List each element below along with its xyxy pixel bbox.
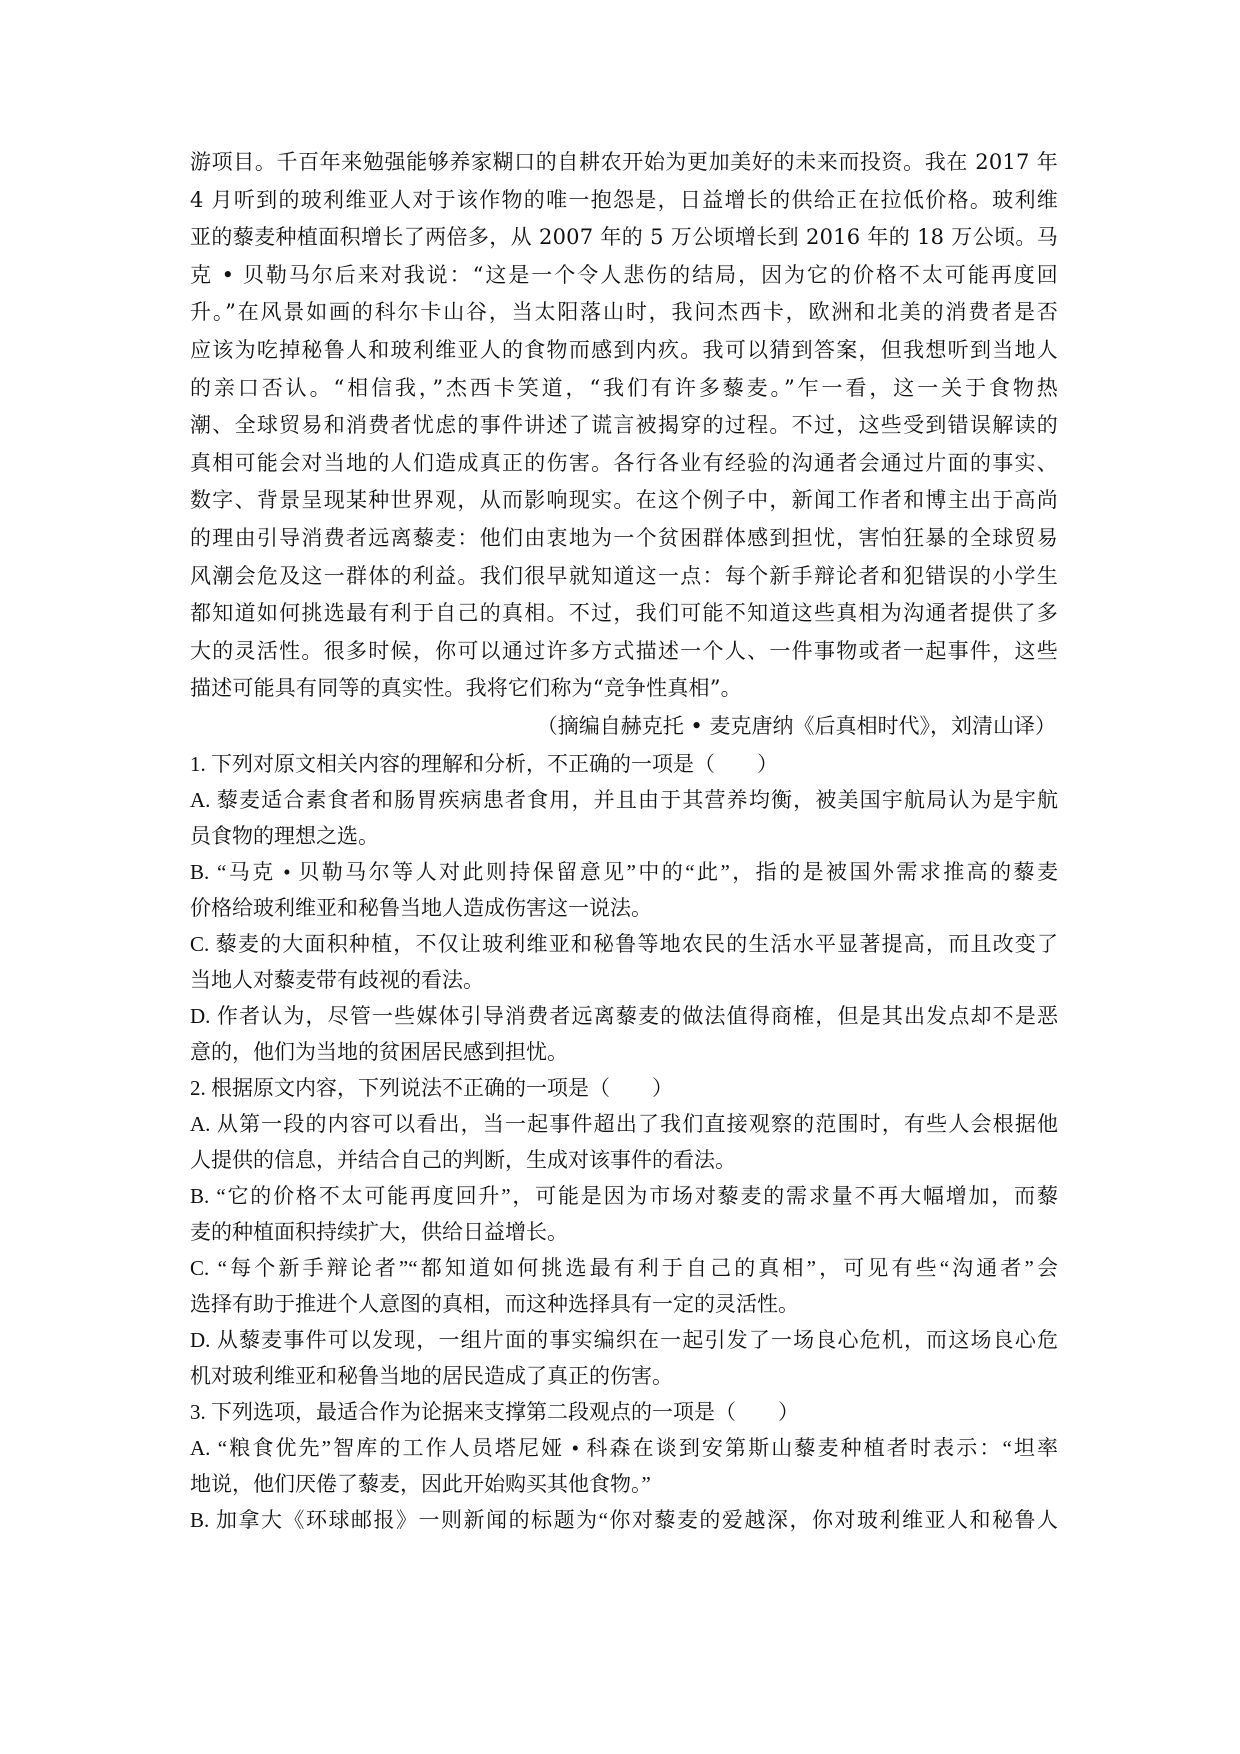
option-a-line: 地说，他们厌倦了藜麦，因此开始购买其他食物。”: [190, 1471, 651, 1496]
option-b-line: 麦的种植面积持续扩大，供给日益增长。: [190, 1219, 568, 1244]
passage-line: 的理由引导消费者远离藜麦：他们由衷地为一个贫困群体感到担忧，害怕狂暴的全球贸易: [190, 525, 1058, 550]
option-d-line: D. 从藜麦事件可以发现，一组片面的事实编织在一起引发了一场良心危机，而这场良心危: [190, 1327, 1058, 1352]
passage-line: 亚的藜麦种植面积增长了两倍多，从 2007 年的 5 万公顷增长到 2016 年的 18 万公顷。马: [190, 225, 1058, 250]
source-citation: （摘编自赫克托 • 麦克唐纳《后真相时代》，刘清山译）: [536, 713, 1056, 738]
option-a-line: A. “粮食优先”智库的工作人员塔尼娅 • 科森在谈到安第斯山藜麦种植者时表示：“坦率: [190, 1435, 1058, 1460]
question-1: [190, 746, 1058, 1070]
option-c-line: C. 藜麦的大面积种植，不仅让玻利维亚和秘鲁等地农民的生活水平显著提高，而且改变了: [190, 931, 1058, 956]
option-b-line: B. “它的价格不太可能再度回升”，可能是因为市场对藜麦的需求量不再大幅增加，而藜: [190, 1183, 1058, 1208]
questions-section: [190, 746, 1058, 1538]
option-d-line: 意的，他们为当地的贫困居民感到担忧。: [190, 1039, 568, 1064]
question-stem: 3. 下列选项，最适合作为论据来支撑第二段观点的一项是（ ）: [190, 1399, 799, 1424]
option-c-line: C. “每个新手辩论者”“都知道如何挑选最有利于自己的真相”，可见有些“沟通者”会: [190, 1255, 1058, 1280]
passage-line: 应该为吃掉秘鲁人和玻利维亚人的食物而感到内疚。我可以猜到答案，但我想听到当地人: [190, 337, 1058, 362]
passage-line: 大的灵活性。很多时候，你可以通过许多方式描述一个人、一件事物或者一起事件，这些: [190, 638, 1058, 663]
passage-line: 克 • 贝勒马尔后来对我说：“这是一个令人悲伤的结局，因为它的价格不太可能再度回: [190, 262, 1058, 287]
option-d-line: 机对玻利维亚和秘鲁当地的居民造成了真正的伤害。: [190, 1363, 673, 1388]
passage-line: 真相可能会对当地的人们造成真正的伤害。各行各业有经验的沟通者会通过片面的事实、: [190, 450, 1058, 475]
option-a-line: 员食物的理想之选。: [190, 823, 379, 848]
passage-line: 描述可能具有同等的真实性。我将它们称为“竞争性真相”。: [190, 676, 742, 701]
option-a-line: A. 从第一段的内容可以看出，当一起事件超出了我们直接观察的范围时，有些人会根据他: [190, 1111, 1058, 1136]
question-stem: 2. 根据原文内容，下列说法不正确的一项是（ ）: [190, 1075, 673, 1100]
passage-line: 4 月听到的玻利维亚人对于该作物的唯一抱怨是，日益增长的供给正在拉低价格。玻利维: [190, 187, 1058, 212]
passage-line: 都知道如何挑选最有利于自己的真相。不过，我们可能不知道这些真相为沟通者提供了多: [190, 601, 1058, 626]
passage-line: 风潮会危及这一群体的利益。我们很早就知道这一点：每个新手辩论者和犯错误的小学生: [190, 563, 1058, 588]
passage-line: 数字、背景呈现某种世界观，从而影响现实。在这个例子中，新闻工作者和博主出于高尚: [190, 488, 1058, 513]
question-stem: 1. 下列对原文相关内容的理解和分析，不正确的一项是（ ）: [190, 751, 778, 776]
option-c-line: 当地人对藜麦带有歧视的看法。: [190, 967, 484, 992]
option-d-line: D. 作者认为，尽管一些媒体引导消费者远离藜麦的做法值得商榷，但是其出发点却不是恶: [190, 1003, 1058, 1028]
passage-line: 升。”在风景如画的科尔卡山谷，当太阳落山时，我问杰西卡，欧洲和北美的消费者是否: [190, 300, 1058, 325]
option-a-line: A. 藜麦适合素食者和肠胃疾病患者食用，并且由于其营养均衡，被美国宇航局认为是宇航: [190, 787, 1058, 812]
option-a-line: 人提供的信息，并结合自己的判断，生成对该事件的看法。: [190, 1147, 736, 1172]
document-page: [190, 144, 1058, 1538]
passage-line: 潮、全球贸易和消费者忧虑的事件讲述了谎言被揭穿的过程。不过，这些受到错误解读的: [190, 413, 1058, 438]
question-2: [190, 1070, 1058, 1394]
option-b-line: 价格给玻利维亚和秘鲁当地人造成伤害这一说法。: [190, 895, 652, 920]
option-c-line: 选择有助于推进个人意图的真相，而这种选择具有一定的灵活性。: [190, 1291, 799, 1316]
option-b-line: B. “马克 • 贝勒马尔等人对此则持保留意见”中的“此”，指的是被国外需求推高的藜麦: [190, 859, 1058, 884]
passage-line: 的亲口否认。“相信我，”杰西卡笑道，“我们有许多藜麦。”乍一看，这一关于食物热: [190, 375, 1058, 400]
passage-line: 游项目。千百年来勉强能够养家糊口的自耕农开始为更加美好的未来而投资。我在 2017 年: [190, 150, 1058, 174]
question-3: [190, 1394, 1058, 1538]
passage-text: [190, 144, 1058, 708]
option-b-line: B. 加拿大《环球邮报》一则新闻的标题为“你对藜麦的爱越深，你对玻利维亚人和秘鲁人: [190, 1507, 1058, 1532]
